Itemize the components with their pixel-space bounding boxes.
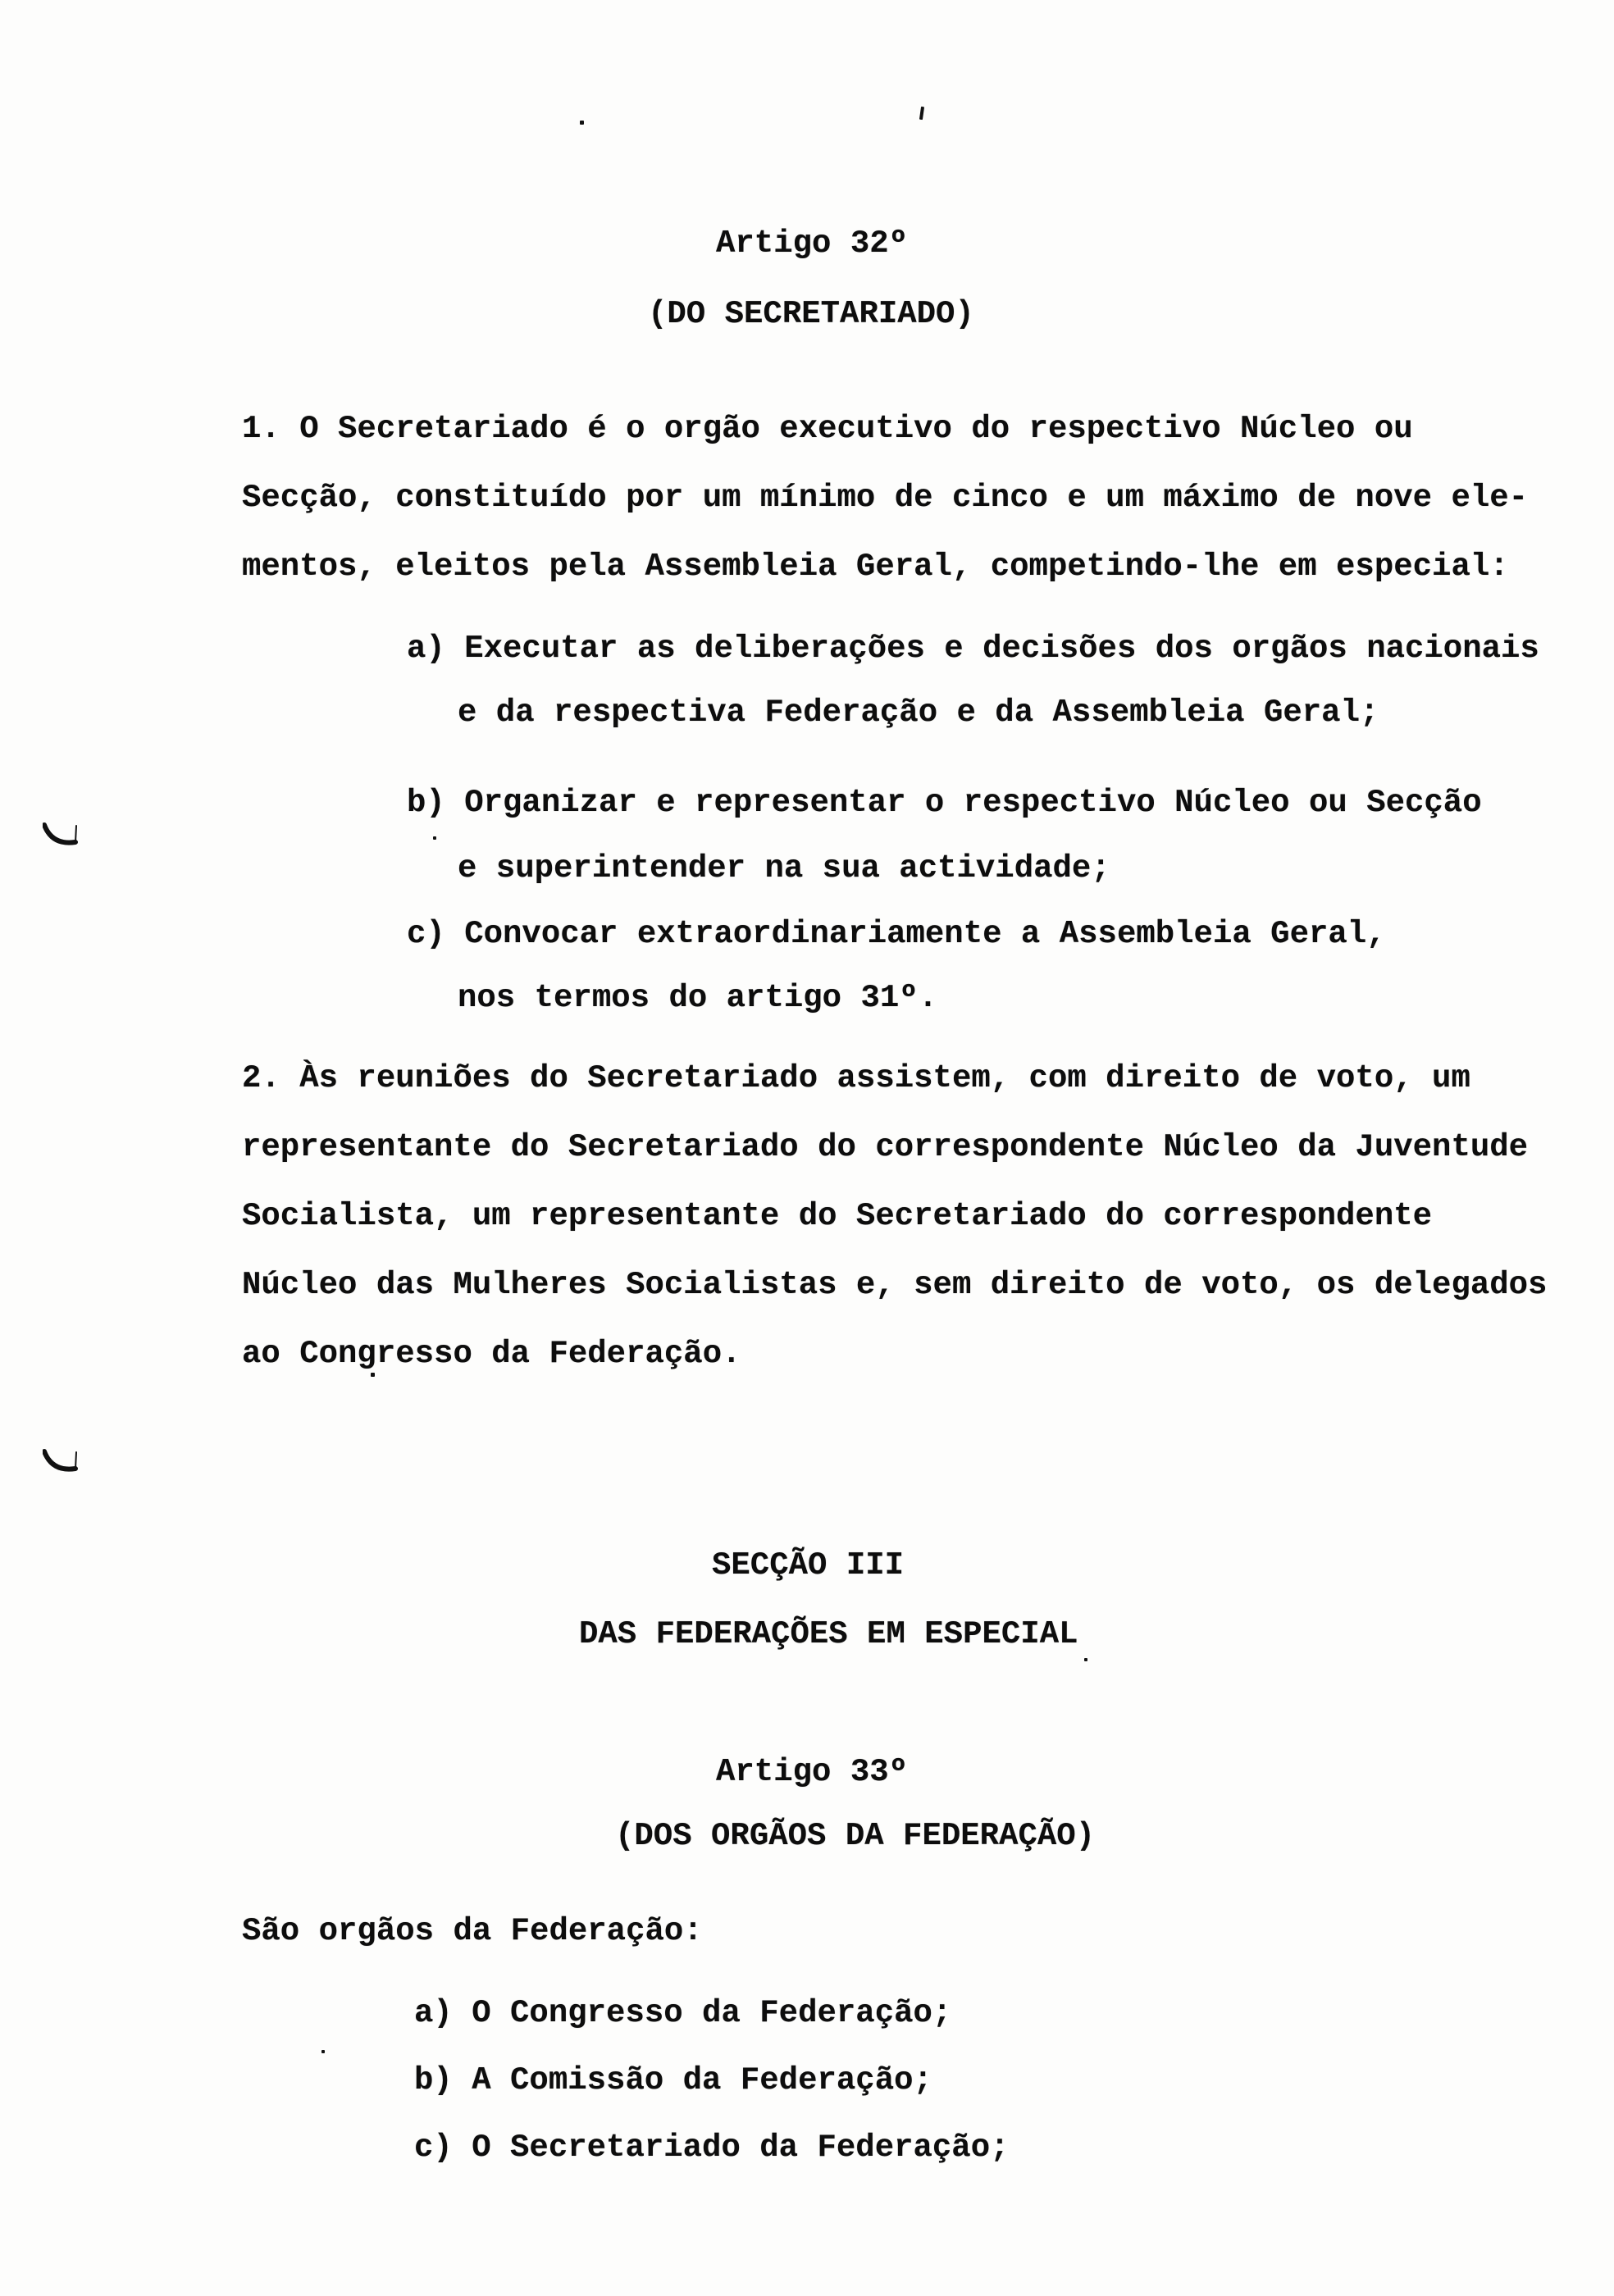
article-33-subject: (DOS ORGÃOS DA FEDERAÇÃO) [615,1818,1096,1854]
article-33-intro: São orgãos da Federação: [242,1913,703,1949]
paragraph-1-line: Secção, constituído por um mínimo de cinco e um máximo de nove ele- [242,480,1529,516]
scan-speck [1084,1658,1087,1661]
scan-speck [919,107,924,120]
handwritten-mark-icon [43,1445,85,1481]
scan-speck [433,836,436,840]
paragraph-1-line: mentos, eleitos pela Assembleia Geral, competindo-lhe em especial: [242,549,1509,585]
paragraph-2-line: Socialista, um representante do Secretariado do correspondente [242,1198,1433,1234]
list-item-b-line: e superintender na sua actividade; [458,850,1110,886]
federation-organ-item: a) O Congresso da Federação; [414,1995,952,2031]
paragraph-2-line: 2. Às reuniões do Secretariado assistem, com direito de voto, um [242,1060,1470,1096]
list-item-c-line: c) Convocar extraordinariamente a Assembleia Geral, [407,916,1386,952]
federation-organ-item: c) O Secretariado da Federação; [414,2130,1010,2166]
article-32-subject: (DO SECRETARIADO) [648,296,974,332]
federation-organ-item: b) A Comissão da Federação; [414,2062,932,2098]
article-32-heading: Artigo 32º [716,226,909,262]
list-item-c-line: nos termos do artigo 31º. [458,980,938,1016]
article-33-heading: Artigo 33º [716,1754,909,1790]
section-3-title: DAS FEDERAÇÕES EM ESPECIAL [579,1616,1078,1652]
list-item-a-line: e da respectiva Federação e da Assembleia Geral; [458,695,1379,731]
list-item-a-line: a) Executar as deliberações e decisões dos orgãos nacionais [407,631,1539,667]
paragraph-2-line: ao Congresso da Federação. [242,1336,741,1372]
scan-speck [321,2050,325,2053]
list-item-b-line: b) Organizar e representar o respectivo Núcleo ou Secção [407,785,1482,821]
handwritten-mark-icon [43,818,85,854]
scan-speck [371,1373,375,1377]
scan-speck [580,121,584,125]
paragraph-2-line: representante do Secretariado do correspondente Núcleo da Juventude [242,1129,1529,1165]
paragraph-1-line: 1. O Secretariado é o orgão executivo do respectivo Núcleo ou [242,411,1413,447]
section-3-heading: SECÇÃO III [712,1547,905,1583]
paragraph-2-line: Núcleo das Mulheres Socialistas e, sem direito de voto, os delegados [242,1267,1548,1303]
